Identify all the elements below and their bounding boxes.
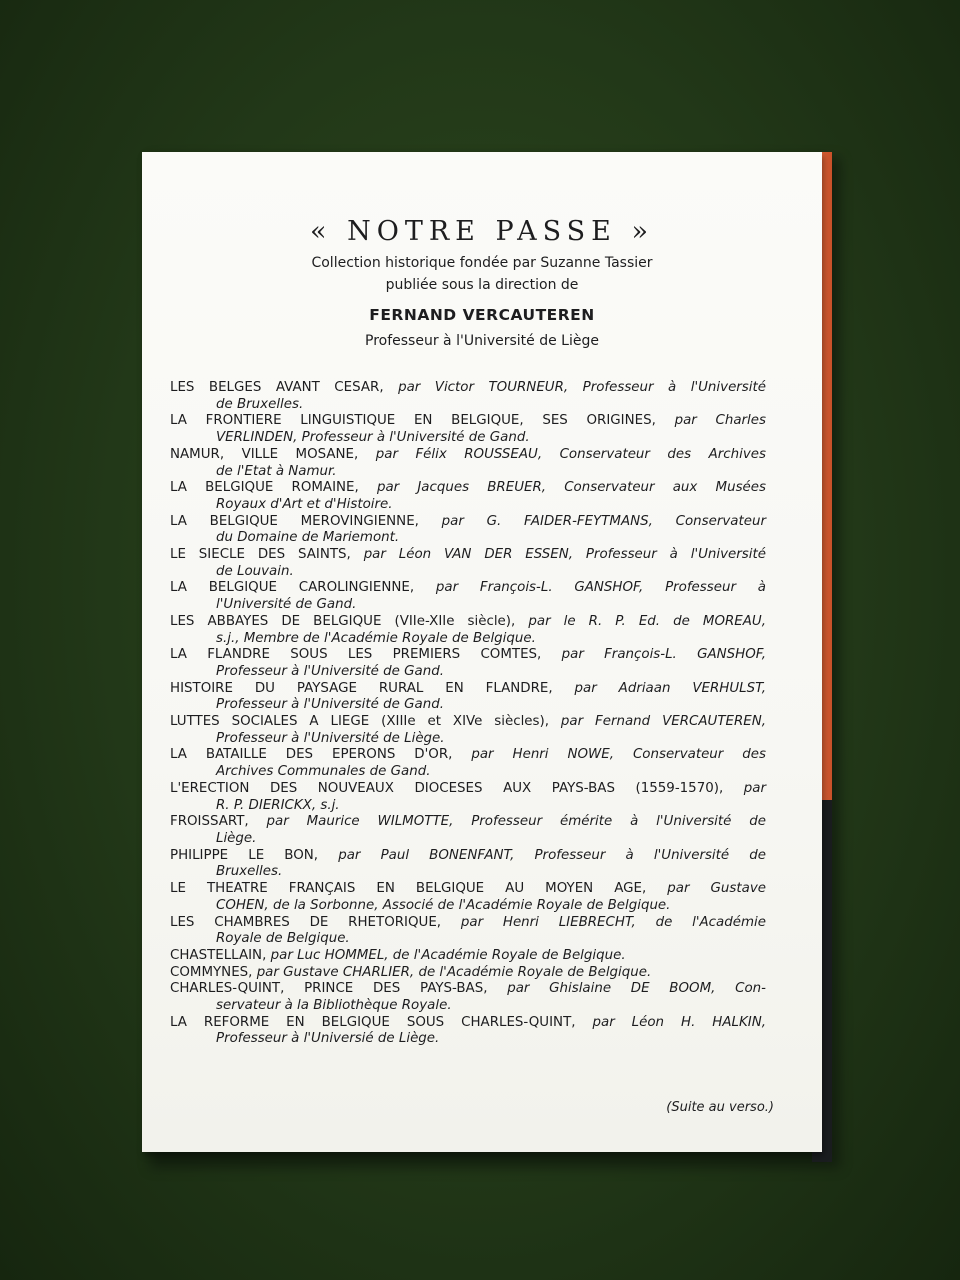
- continued-note: (Suite au verso.): [666, 1100, 774, 1115]
- entry-author-continued: du Domaine de Mariemont.: [216, 530, 400, 546]
- book-list-entry: [170, 547, 766, 580]
- entry-line: [170, 948, 766, 965]
- entry-author: par G. FAIDER-FEYTMANS, Conservateur: [441, 513, 766, 529]
- entry-author: par François-L. GANSHOF, Professeur à: [435, 580, 766, 596]
- entry-line: [170, 1015, 766, 1032]
- book-page: [142, 152, 822, 1152]
- book-list-entry: [170, 514, 766, 547]
- book-list-entry: [170, 714, 766, 747]
- entry-title: LE THEATRE FRANÇAIS EN BELGIQUE AU MOYEN AGE,: [170, 881, 647, 897]
- entry-author: par Gustave CHARLIER, de l'Académie Royale de Belgique.: [256, 964, 652, 980]
- entry-author-continued: Professeur à l'Université de Gand.: [216, 697, 444, 713]
- entry-author-continued: de Louvain.: [216, 563, 294, 579]
- book-list-entry: [170, 480, 766, 513]
- entry-title: FROISSART,: [170, 814, 249, 830]
- book-list-entry: [170, 413, 766, 446]
- entry-author-continued: s.j., Membre de l'Académie Royale de Belgique.: [216, 630, 536, 646]
- book-list-entry: [170, 915, 766, 948]
- entry-line: [170, 981, 766, 998]
- entry-title: LA BELGIQUE CAROLINGIENNE,: [170, 580, 415, 596]
- entry-author-continued: de Bruxelles.: [216, 396, 304, 412]
- entry-title: LES BELGES AVANT CESAR,: [170, 380, 384, 395]
- direction-line: publiée sous la direction de: [385, 277, 579, 293]
- book-list-entry: [170, 948, 766, 965]
- entry-author: par Paul BONENFANT, Professeur à l'Université de: [338, 847, 767, 863]
- book-list-entry: [170, 881, 766, 914]
- entry-author-continued: COHEN, de la Sorbonne, Associé de l'Académie Royale de Belgique.: [216, 897, 671, 913]
- entry-author: par Luc HOMMEL, de l'Académie Royale de Belgique.: [270, 947, 626, 963]
- entry-title: L'ERECTION DES NOUVEAUX DIOCESES AUX PAYS-BAS (1559-1570),: [170, 780, 724, 796]
- entry-author: par Ghislaine DE BOOM, Con-: [507, 981, 766, 997]
- entry-author-continued: Archives Communales de Gand.: [216, 764, 431, 780]
- book-list-entry: [170, 380, 766, 413]
- entry-author-continued: l'Université de Gand.: [216, 597, 357, 613]
- entry-line: [170, 380, 766, 397]
- entry-title: PHILIPPE LE BON,: [170, 847, 319, 863]
- entry-title: LA BELGIQUE ROMAINE,: [170, 480, 359, 496]
- entry-author-continued: Liège.: [216, 830, 257, 846]
- entry-title: LA BELGIQUE MEROVINGIENNE,: [170, 513, 419, 529]
- entry-author: par Léon VAN DER ESSEN, Professeur à l'Université: [363, 547, 766, 563]
- entry-line: [170, 781, 766, 798]
- entry-author-continued: Royale de Belgique.: [216, 931, 350, 947]
- entry-line: [170, 413, 766, 430]
- entry-title: LA BATAILLE DES EPERONS D'OR,: [170, 747, 453, 763]
- book-list-entry: [170, 681, 766, 714]
- entry-line: [170, 480, 766, 497]
- entry-author-continued: Professeur à l'Universié de Liège.: [216, 1031, 440, 1047]
- book-list-entry: [170, 814, 766, 847]
- book-list-entry: [170, 447, 766, 480]
- book-list-entry: [170, 781, 766, 814]
- entry-author: par Gustave: [667, 881, 766, 897]
- entry-line: [170, 714, 766, 731]
- entry-author: par Henri LIEBRECHT, de l'Académie: [460, 914, 766, 930]
- editor-role: Professeur à l'Université de Liège: [365, 333, 599, 349]
- entry-author: par Léon H. HALKIN,: [592, 1014, 766, 1030]
- entry-author-continued: Professeur à l'Université de Gand.: [216, 663, 444, 679]
- entry-author: par le R. P. Ed. de MOREAU,: [528, 613, 766, 629]
- series-title: « NOTRE PASSE »: [309, 216, 654, 247]
- editor-name: FERNAND VERCAUTEREN: [369, 306, 595, 324]
- entry-author: par Charles: [674, 413, 766, 429]
- entry-line: [170, 965, 766, 982]
- entry-line: [170, 881, 766, 898]
- entry-line: [170, 848, 766, 865]
- entry-title: LA REFORME EN BELGIQUE SOUS CHARLES-QUINT,: [170, 1014, 576, 1030]
- entry-author: par Félix ROUSSEAU, Conservateur des Archives: [375, 446, 766, 462]
- entry-title: HISTOIRE DU PAYSAGE RURAL EN FLANDRE,: [170, 680, 553, 696]
- entry-line: [170, 814, 766, 831]
- entry-author: par Maurice WILMOTTE, Professeur émérite à l'Université de: [266, 814, 766, 830]
- entry-line: [170, 580, 766, 597]
- entry-title: LES ABBAYES DE BELGIQUE (VIIe-XIIe siècle),: [170, 613, 516, 629]
- book-list-entry: [170, 1015, 766, 1048]
- entry-title: LE SIECLE DES SAINTS,: [170, 547, 351, 563]
- entry-author-continued: Bruxelles.: [216, 864, 283, 880]
- entry-title: COMMYNES,: [170, 964, 253, 980]
- entry-author: par François-L. GANSHOF,: [561, 647, 766, 663]
- entry-line: [170, 447, 766, 464]
- book-list: [170, 380, 766, 1048]
- book-list-entry: [170, 647, 766, 680]
- entry-title: CHARLES-QUINT, PRINCE DES PAYS-BAS,: [170, 981, 488, 997]
- collection-description: Collection historique fondée par Suzanne Tassier: [311, 255, 653, 271]
- entry-title: LES CHAMBRES DE RHETORIQUE,: [170, 914, 442, 930]
- book-list-entry: [170, 580, 766, 613]
- entry-line: [170, 647, 766, 664]
- entry-title: LA FLANDRE SOUS LES PREMIERS COMTES,: [170, 647, 542, 663]
- entry-line: [170, 915, 766, 932]
- book-list-entry: [170, 747, 766, 780]
- entry-line: [170, 681, 766, 698]
- book-list-entry: [170, 965, 766, 982]
- entry-author: par: [743, 780, 766, 796]
- entry-author-continued: VERLINDEN, Professeur à l'Université de Gand.: [216, 430, 530, 446]
- entry-title: NAMUR, VILLE MOSANE,: [170, 446, 359, 462]
- entry-author-continued: Royaux d'Art et d'Histoire.: [216, 496, 393, 512]
- entry-author: par Henri NOWE, Conservateur des: [471, 747, 766, 763]
- entry-line: [170, 747, 766, 764]
- entry-line: [170, 547, 766, 564]
- entry-line: [170, 614, 766, 631]
- entry-title: LA FRONTIERE LINGUISTIQUE EN BELGIQUE, SES ORIGINES,: [170, 413, 656, 429]
- book-list-entry: [170, 981, 766, 1014]
- entry-author-continued: R. P. DIERICKX, s.j.: [216, 797, 340, 813]
- entry-title: CHASTELLAIN,: [170, 947, 267, 963]
- entry-author-continued: Professeur à l'Université de Liège.: [216, 730, 445, 746]
- book-list-entry: [170, 614, 766, 647]
- page-header: [142, 212, 822, 352]
- book-list-entry: [170, 848, 766, 881]
- entry-title: LUTTES SOCIALES A LIEGE (XIIIe et XIVe siècles),: [170, 714, 549, 730]
- entry-author: par Jacques BREUER, Conservateur aux Musées: [376, 480, 766, 496]
- entry-author: par Victor TOURNEUR, Professeur à l'Université: [398, 380, 766, 395]
- entry-author: par Adriaan VERHULST,: [574, 680, 766, 696]
- entry-author-continued: servateur à la Bibliothèque Royale.: [216, 998, 452, 1014]
- entry-author: par Fernand VERCAUTEREN,: [560, 714, 766, 730]
- entry-line: [170, 514, 766, 531]
- entry-author-continued: de l'Etat à Namur.: [216, 463, 337, 479]
